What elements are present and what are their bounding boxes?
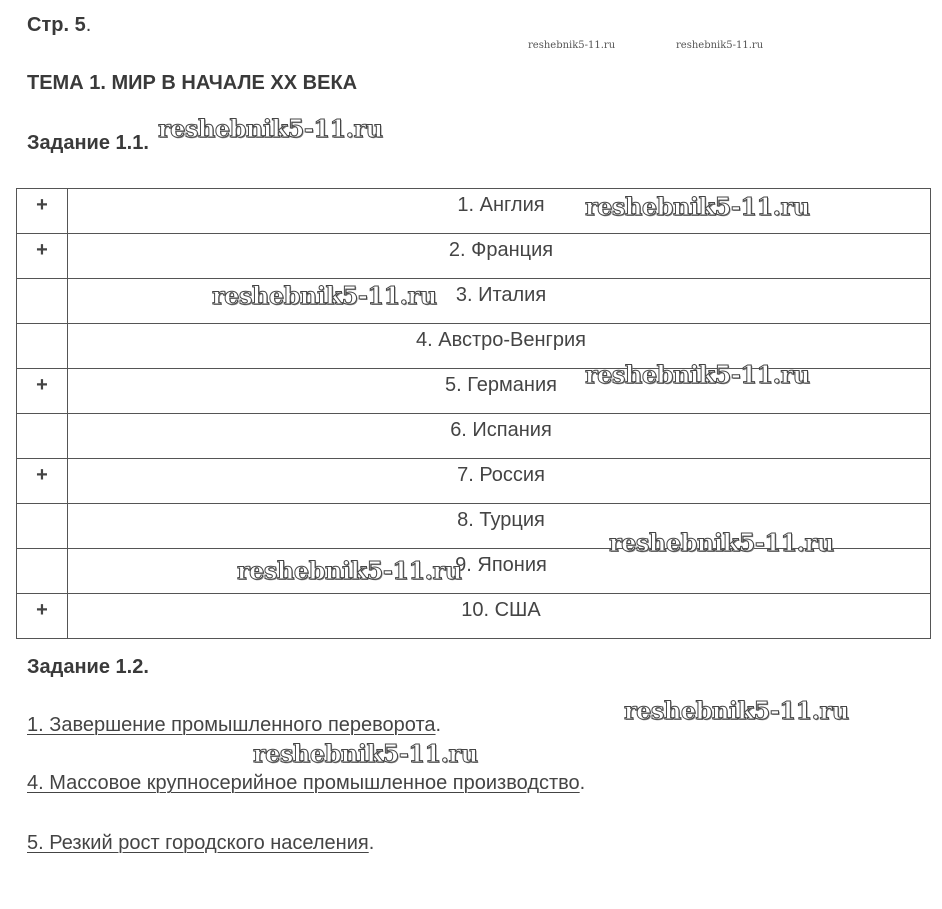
table-row — [17, 234, 931, 279]
table-row — [17, 459, 931, 504]
country-cell: 4. Австро-Венгрия — [68, 324, 931, 369]
answer-item — [27, 772, 585, 795]
answer-item — [27, 714, 441, 737]
watermark: reshebnik5-11.ru — [253, 739, 478, 768]
watermark: reshebnik5-11.ru — [212, 281, 437, 310]
country-cell: 2. Франция — [68, 234, 931, 279]
watermark-small-2: reshebnik5-11.ru — [676, 40, 764, 51]
watermark: reshebnik5-11.ru — [237, 556, 462, 585]
mark-cell — [17, 324, 68, 369]
topic-title: ТЕМА 1. МИР В НАЧАЛЕ XX ВЕКА — [27, 72, 358, 94]
country-cell: 7. Россия — [68, 459, 931, 504]
table-row — [17, 594, 931, 639]
country-cell: 6. Испания — [68, 414, 931, 459]
mark-cell: + — [17, 234, 68, 279]
countries-table — [16, 188, 931, 639]
watermark: reshebnik5-11.ru — [609, 528, 834, 557]
country-cell: 5. Германия — [68, 369, 931, 414]
mark-cell: + — [17, 594, 68, 639]
page-number-dot: . — [85, 14, 92, 36]
answer-text: 4. Массовое крупносерийное промышленное производство — [27, 772, 580, 794]
watermark: reshebnik5-11.ru — [158, 114, 383, 143]
mark-cell — [17, 549, 68, 594]
mark-cell — [17, 279, 68, 324]
country-cell: 10. США — [68, 594, 931, 639]
table-row — [17, 279, 931, 324]
watermark: reshebnik5-11.ru — [585, 360, 810, 389]
answer-end: . — [579, 772, 586, 794]
answer-end: . — [435, 714, 442, 736]
country-cell: 1. Англия — [68, 189, 931, 234]
answer-item — [27, 832, 374, 855]
watermark: reshebnik5-11.ru — [624, 696, 849, 725]
answer-text: 1. Завершение промышленного переворота — [27, 714, 436, 736]
answer-text: 5. Резкий рост городского населения — [27, 832, 369, 854]
mark-cell — [17, 504, 68, 549]
country-cell: 9. Япония — [68, 549, 931, 594]
mark-cell: + — [17, 189, 68, 234]
task-2-heading: Задание 1.2. — [27, 656, 149, 678]
country-cell: 8. Турция — [68, 504, 931, 549]
answer-end: . — [368, 832, 375, 854]
page-number-label: Стр. 5 — [27, 14, 86, 36]
country-cell: 3. Италия — [68, 279, 931, 324]
mark-cell — [17, 414, 68, 459]
mark-cell: + — [17, 369, 68, 414]
page-number — [27, 14, 91, 37]
watermark-small-1: reshebnik5-11.ru — [528, 40, 616, 51]
table-row — [17, 414, 931, 459]
mark-cell: + — [17, 459, 68, 504]
task-1-heading: Задание 1.1. — [27, 132, 149, 154]
watermark: reshebnik5-11.ru — [585, 192, 810, 221]
